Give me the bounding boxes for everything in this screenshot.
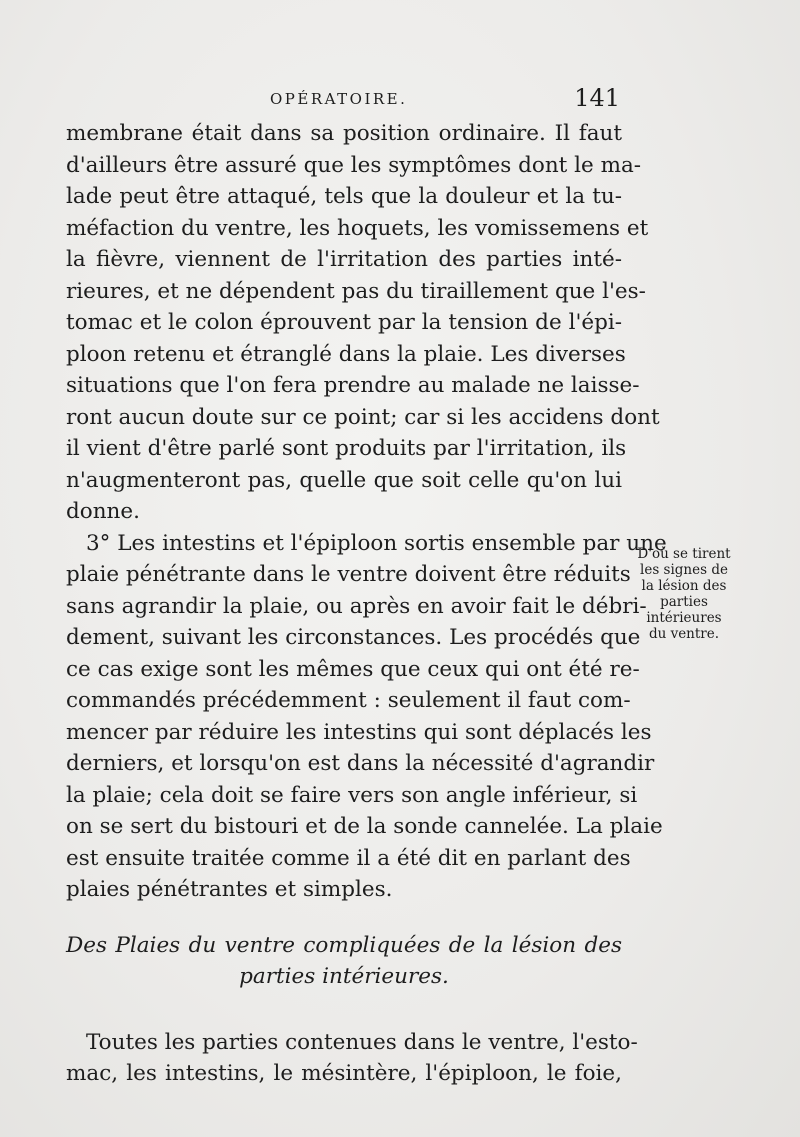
section-heading: [66, 930, 622, 993]
text-line: mencer par réduire les intestins qui sont déplacés les: [66, 719, 652, 745]
text-line: derniers, et lorsqu'on est dans la nécessité d'agrandir: [66, 751, 655, 776]
text-line: tomac et le colon éprouvent par la tension de l'épi-: [66, 310, 622, 335]
text-line: sans agrandir la plaie, ou après en avoir fait le débri-: [66, 593, 647, 619]
text-line: membrane était dans sa position ordinaire. Il faut: [66, 121, 622, 146]
text-line: ront aucun doute sur ce point; car si les accidens dont: [66, 404, 660, 430]
paragraph-3: [66, 1027, 638, 1090]
margin-note: [630, 546, 738, 642]
paragraph-1: [66, 118, 660, 528]
margin-note-line: du ventre.: [648, 626, 720, 642]
text-line: n'augmenteront pas, quelle que soit celle qu'on lui: [66, 467, 622, 493]
text-line: Toutes les parties contenues dans le ventre, l'esto-: [86, 1029, 638, 1055]
running-head: [270, 86, 630, 116]
margin-note-line: parties: [660, 594, 708, 610]
paragraph-2: [66, 528, 667, 906]
section-heading-line: parties intérieures.: [239, 964, 449, 989]
text-line: plaie pénétrante dans le ventre doivent être réduits: [66, 562, 631, 587]
text-line: il vient d'être parlé sont produits par l'irritation, ils: [66, 436, 627, 461]
text-line: donne.: [66, 499, 140, 524]
text-line: ce cas exige sont les mêmes que ceux qui ont été re-: [66, 656, 640, 682]
text-line: la fièvre, viennent de l'irritation des parties inté-: [66, 247, 622, 272]
page-number: 141: [574, 84, 620, 112]
text-line: est ensuite traitée comme il a été dit en parlant des: [66, 845, 631, 871]
margin-note-line: D'où se tirent: [637, 546, 731, 562]
text-line: la plaie; cela doit se faire vers son angle inférieur, si: [66, 782, 638, 808]
margin-note-line: intérieures: [646, 610, 722, 626]
text-line: plaies pénétrantes et simples.: [66, 877, 393, 902]
text-line: 3° Les intestins et l'épiploon sortis ensemble par une: [86, 530, 667, 556]
text-line: méfaction du ventre, les hoquets, les vomissemens et: [66, 215, 649, 241]
text-line: d'ailleurs être assuré que les symptômes dont le ma-: [66, 152, 642, 178]
text-line: commandés précédemment : seulement il faut com-: [66, 688, 631, 713]
text-line: dement, suivant les circonstances. Les procédés que: [66, 625, 641, 650]
text-line: on se sert du bistouri et de la sonde cannelée. La plaie: [66, 814, 663, 839]
section-heading-line: Des Plaies du ventre compliquées de la lésion des: [66, 932, 622, 958]
text-line: ploon retenu et étranglé dans la plaie. Les diverses: [66, 341, 626, 367]
text-line: rieures, et ne dépendent pas du tiraillement que l'es-: [66, 278, 646, 304]
page-body: [66, 118, 667, 1090]
text-line: lade peut être attaqué, tels que la douleur et la tu-: [66, 184, 622, 209]
text-line: situations que l'on fera prendre au malade ne laisse-: [66, 373, 640, 398]
margin-note-line: la lésion des: [641, 578, 727, 594]
margin-note-line: les signes de: [640, 562, 728, 578]
running-head-title: OPÉRATOIRE.: [270, 90, 408, 108]
text-line: mac, les intestins, le mésintère, l'épiploon, le foie,: [66, 1061, 622, 1086]
